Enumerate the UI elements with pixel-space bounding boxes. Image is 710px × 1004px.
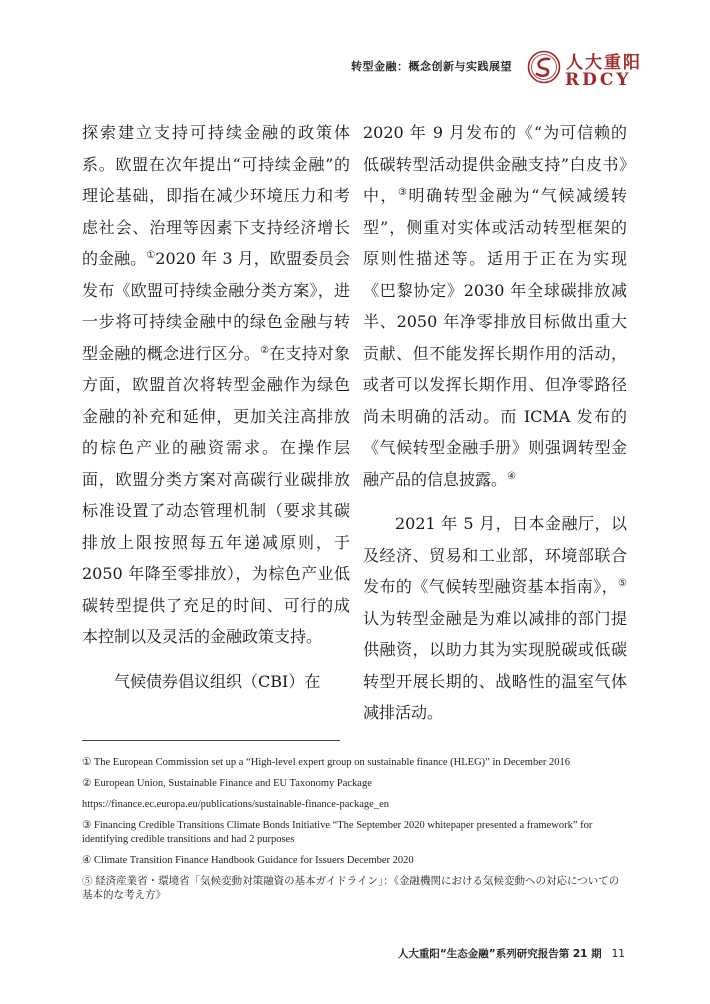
rdcy-emblem-icon (527, 50, 561, 84)
footnote-1: ① The European Commission set up a “High-level expert group on sustainable finance (HLEG)” in December 2016 (82, 757, 570, 768)
footnote-3: ③ Financing Credible Transitions Climate Bonds Initiative “The September 2020 whitepaper presented a framework” for identifying credible transitions and had 2 purposes (82, 820, 593, 845)
body-paragraph (363, 117, 627, 495)
paragraph-text: 明确转型金融为“气候减缓转型”，侧重对实体或活动转型框架的原则性描述等。适用于正在为实现《巴黎协定》2030 年全球碳排放减半、2050 年净零排放目标做出重大贡献、但不能发挥长期作用的活动，或者可以发挥长期作用、但净零路径尚未明确的活动。而 ICMA 发布的《气候转型金融手册》则强调转型金融产品的信息披露。 (363, 186, 627, 489)
paragraph-text: 气候债券倡议组织（CBI）在 (114, 671, 321, 691)
body-column-left (82, 117, 350, 697)
page-number: 11 (611, 948, 625, 960)
footnote-4: ④ Climate Transition Finance Handbook Guidance for Issuers December 2020 (82, 855, 414, 866)
page-footer (398, 946, 625, 961)
footnote-5: ⑤ 経済産業省・環境省「気候変動対策融資の基本ガイドライン」：《金融機関における気候変動への対応についての基本的な考え方》 (82, 876, 620, 901)
paragraph-text: 探索建立支持可持续金融的政策体系。欧盟在次年提出“可持续金融”的理论基础，即指在减少环境压力和考虑社会、治理等因素下支持经济增长的金融。 (82, 123, 350, 268)
logo-text-en: RDCY (565, 70, 632, 90)
paragraph-text: 2020 年 3 月，欧盟委员会发布《欧盟可持续金融分类方案》，进一步将可持续金融中的绿色金融与转型金融的概念进行区分。 (82, 249, 350, 363)
footnote-ref: ① (146, 250, 156, 261)
body-column-right (363, 117, 627, 729)
body-paragraph (363, 508, 627, 729)
footnote-2: ② European Union, Sustainable Finance and EU Taxonomy Package (82, 778, 372, 789)
footnotes (82, 756, 627, 910)
footnote-ref: ⑤ (618, 578, 627, 589)
footnote-ref: ③ (398, 187, 409, 198)
series-title: 人大重阳“生态金融”系列研究报告第 21 期 (397, 948, 602, 960)
footnote-2-url: https://finance.ec.europa.eu/publications/sustainable-finance-package_en (82, 799, 389, 810)
paragraph-text: 在支持对象方面，欧盟首次将转型金融作为绿色金融的补充和延伸，更加关注高排放的棕色产业的融资需求。在操作层面，欧盟分类方案对高碳行业碳排放标准设置了动态管理机制（要求其碳排放上限按照每五年递减原则，于 2050 年降至零排放），为棕色产业低碳转型提供了充足的时间、可行的成本控制以及灵活的金融政策支持。 (82, 343, 350, 646)
logo-text-cn: 人大重阳 (566, 53, 642, 73)
body-paragraph (82, 666, 350, 698)
footnote-ref: ④ (507, 470, 516, 482)
paragraph-text: 2021 年 5 月，日本金融厅，以及经济、贸易和工业部，环境部联合发布的《气候转型融资基本指南》， (363, 514, 627, 596)
paragraph-text: 2020 年 9 月发布的《“为可信赖的低碳转型活动提供金融支持”白皮书》中， (363, 123, 627, 205)
body-paragraph (82, 117, 350, 653)
paragraph-text: 认为转型金融是为难以减排的部门提供融资，以助力其为实现脱碳或低碳转型开展长期的、战略性的温室气体减排活动。 (363, 608, 627, 722)
footnote-ref: ② (260, 344, 270, 356)
page-header (0, 48, 710, 98)
running-title: 转型金融：概念创新与实践展望 (351, 60, 512, 73)
footnote-divider (82, 740, 340, 741)
